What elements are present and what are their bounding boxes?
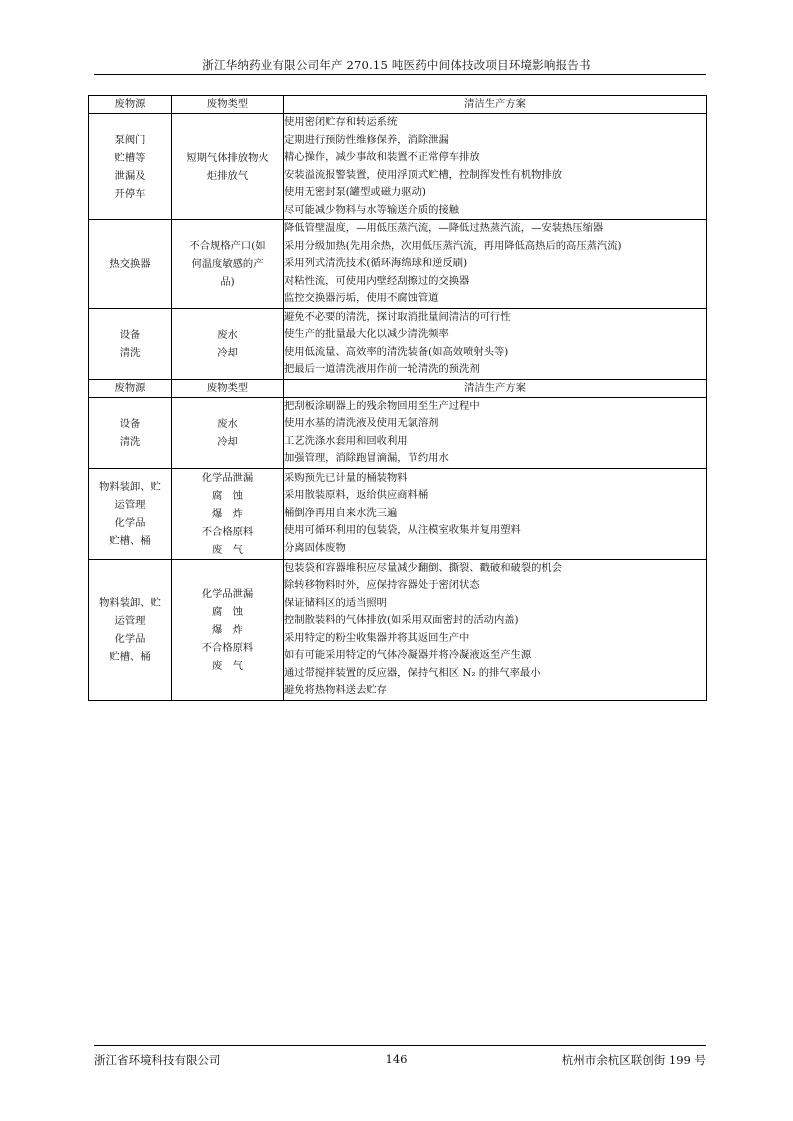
cell-line: 何温度敏感的产 — [191, 257, 264, 270]
plan-cell — [284, 308, 707, 379]
cell-line: 物料装卸、贮 — [99, 596, 161, 609]
plan-item: 定期进行预防性维修保养，消除泄漏 — [284, 133, 449, 146]
plan-item: 避免不必要的清洗，探讨取消批量间清洁的可行性 — [284, 310, 511, 323]
waste-type-cell — [172, 559, 284, 700]
table-row — [89, 559, 707, 700]
cell-line: 不合格原料 — [201, 525, 254, 538]
table-row — [89, 114, 707, 220]
waste-source-cell — [89, 114, 172, 220]
footer-company: 浙江省环境科技有限公司 — [94, 1053, 221, 1067]
plan-item: 使用无密封泵(罐型或磁力驱动) — [284, 186, 426, 198]
cell-line: 腐 蚀 — [212, 489, 243, 502]
plan-cell — [284, 468, 707, 559]
plan-item: 把最后一道清洗液用作前一轮清洗的预洗剂 — [284, 363, 480, 375]
plan-item: 使用低流量、高效率的清洗装备(如高效喷射头等) — [284, 345, 509, 358]
column-header: 废物源 — [89, 379, 172, 397]
table-row — [89, 468, 707, 559]
plan-item: 如有可能采用特定的气体冷凝器并将冷凝液返至产生源 — [284, 649, 532, 661]
waste-type-cell — [172, 468, 284, 559]
table-row — [89, 220, 707, 309]
cleaner-production-table — [88, 95, 707, 701]
plan-item: 采购预先已计量的桶装物料 — [284, 471, 408, 484]
cell-line: 废 气 — [212, 659, 243, 672]
waste-type-cell — [172, 397, 284, 468]
table-header-row — [89, 96, 707, 114]
cell-line: 化学品 — [114, 516, 146, 529]
cell-line: 炬排放气 — [206, 169, 249, 182]
plan-item: 除转移物料时外，应保持容器处于密闭状态 — [284, 579, 480, 591]
cell-line: 泵阀门 — [114, 133, 146, 146]
cell-line: 短期气体排放物火 — [186, 151, 269, 164]
cell-line: 冷却 — [217, 346, 238, 359]
plan-item: 降低管壁温度，—用低压蒸汽流，—降低过热蒸汽流，—安装热压缩器 — [284, 222, 604, 234]
waste-source-cell — [89, 468, 172, 559]
plan-item: 使用水基的清洗液及使用无氯溶剂 — [284, 417, 439, 429]
plan-item: 通过带搅拌装置的反应器，保持气相区 N₂ 的排气率最小 — [284, 666, 541, 679]
cell-line: 贮槽、桶 — [109, 650, 151, 663]
cell-line: 运管理 — [114, 498, 146, 511]
plan-item: 工艺洗涤水套用和回收利用 — [284, 434, 408, 447]
plan-cell — [284, 397, 707, 468]
footer-rule — [94, 1045, 706, 1046]
plan-item: 采用散装原料，返给供应商料桶 — [284, 489, 429, 502]
cell-line: 泄漏及 — [114, 169, 146, 182]
cell-line: 贮槽等 — [114, 151, 146, 164]
cell-line: 不合规格产口(如 — [189, 239, 266, 252]
plan-item: 采用列式清洗技术(循环海绵球和逆反刷) — [284, 257, 468, 269]
cell-line: 化学品泄漏 — [201, 587, 254, 600]
plan-item: 采用特定的粉尘收集器并将其返回生产中 — [284, 631, 470, 644]
plan-cell — [284, 559, 707, 700]
cell-line: 物料装卸、贮 — [99, 480, 161, 493]
plan-item: 避免将热物料送去贮存 — [284, 684, 387, 696]
cell-line: 运管理 — [114, 614, 146, 627]
column-header: 清洁生产方案 — [284, 379, 707, 397]
plan-item: 加强管理，消除跑冒滴漏，节约用水 — [284, 452, 449, 464]
waste-type-cell — [172, 220, 284, 309]
column-header: 废物类型 — [172, 379, 284, 397]
plan-item: 分离固体废物 — [284, 541, 346, 554]
plan-item: 把刮板涂刷器上的残余物回用至生产过程中 — [284, 399, 480, 412]
plan-cell — [284, 114, 707, 220]
cell-line: 贮槽、桶 — [109, 534, 151, 547]
plan-item: 使用密闭贮存和转运系统 — [284, 116, 398, 128]
cell-line: 腐 蚀 — [212, 605, 243, 618]
table-row — [89, 308, 707, 379]
plan-item: 监控交换器污垢，使用不腐蚀管道 — [284, 292, 439, 304]
page-header-title: 浙江华纳药业有限公司年产 270.15 吨医药中间体技改项目环境影响报告书 — [202, 58, 591, 72]
plan-item: 精心操作，减少事故和装置不正常停车排放 — [284, 151, 480, 163]
plan-item: 对粘性流，可使用内壁经刮擦过的交换器 — [284, 274, 470, 287]
plan-item: 控制散装料的气体排放(如采用双面密封的活动内盖) — [284, 614, 519, 626]
cell-line: 清洗 — [119, 346, 141, 359]
waste-source-cell — [89, 559, 172, 700]
cell-line: 开停车 — [114, 187, 146, 200]
plan-item: 包装袋和容器堆积应尽量减少翻倒、撕裂、戳破和破裂的机会 — [284, 561, 563, 574]
waste-source-cell — [89, 308, 172, 379]
plan-item: 安装溢流报警装置，使用浮顶式贮槽，控制挥发性有机物排放 — [284, 168, 563, 181]
plan-item: 使生产的批量最大化以减少清洗频率 — [284, 328, 449, 340]
waste-type-cell — [172, 114, 284, 220]
cell-line: 冷却 — [217, 435, 238, 448]
cell-line: 爆 炸 — [212, 507, 243, 520]
cell-line: 清洗 — [119, 435, 141, 448]
column-header: 废物源 — [89, 96, 172, 114]
plan-item: 使用可循环利用的包装袋，从注模室收集并复用塑料 — [284, 524, 521, 537]
table-header-row — [89, 379, 707, 397]
cell-line: 热交换器 — [109, 257, 151, 270]
column-header: 清洁生产方案 — [284, 96, 707, 114]
cell-line: 废水 — [217, 417, 238, 430]
cell-line: 设备 — [119, 328, 141, 341]
cell-line: 品) — [220, 275, 235, 288]
cell-line: 废 气 — [212, 543, 243, 556]
cell-line: 不合格原料 — [201, 641, 254, 654]
plan-cell — [284, 220, 707, 309]
table-row — [89, 397, 707, 468]
cell-line: 废水 — [217, 328, 238, 341]
plan-item: 保证储料区的适当照明 — [284, 596, 387, 609]
plan-item: 桶倒净再用自来水洗三遍 — [284, 506, 398, 519]
plan-item: 尽可能减少物料与水等输送介质的接触 — [284, 203, 460, 216]
cell-line: 爆 炸 — [212, 623, 243, 636]
cell-line: 设备 — [119, 417, 141, 430]
footer-address: 杭州市余杭区联创街 199 号 — [561, 1053, 706, 1067]
header-rule — [94, 74, 706, 75]
cell-line: 化学品泄漏 — [201, 471, 254, 484]
page-number: 146 — [385, 1052, 408, 1066]
waste-type-cell — [172, 308, 284, 379]
plan-item: 采用分级加热(先用余热，次用低压蒸汽流，再用降低高热后的高压蒸汽流) — [284, 239, 622, 252]
waste-source-cell — [89, 397, 172, 468]
cell-line: 化学品 — [114, 632, 146, 645]
column-header: 废物类型 — [172, 96, 284, 114]
waste-source-cell — [89, 220, 172, 309]
